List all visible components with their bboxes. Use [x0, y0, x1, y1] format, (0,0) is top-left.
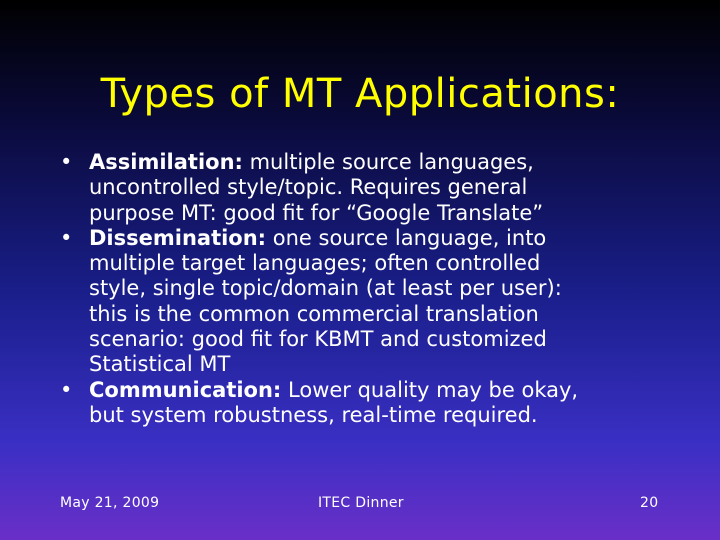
bullet-line: multiple target languages; often controlled — [89, 251, 541, 276]
bullet-term: Assimilation: — [89, 150, 243, 174]
bullet-text: one source language, into — [266, 225, 547, 250]
bullet-item-assimilation — [60, 150, 700, 226]
bullet-dot-icon: • — [60, 377, 73, 402]
bullet-dot-icon: • — [60, 225, 73, 250]
footer-date: May 21, 2009 — [60, 495, 160, 511]
bullet-item-communication — [60, 378, 700, 429]
bullet-line: scenario: good fit for KBMT and customized — [89, 327, 547, 352]
bullet-line — [89, 150, 700, 175]
bullet-text: Lower quality may be okay, — [281, 377, 579, 402]
bullet-line: but system robustness, real-time required. — [89, 402, 538, 427]
bullet-line: purpose MT: good fit for “Google Translate” — [89, 200, 544, 225]
bullet-term: Communication: — [89, 377, 282, 402]
bullet-text: multiple source languages, — [242, 150, 534, 174]
bullet-list — [60, 150, 700, 428]
bullet-line — [89, 378, 700, 403]
page-number: 20 — [640, 495, 659, 511]
bullet-dot-icon: • — [60, 150, 73, 174]
bullet-term: Dissemination: — [89, 225, 267, 250]
bullet-line: this is the common commercial translation — [89, 301, 539, 326]
bullet-line: uncontrolled style/topic. Requires general — [89, 175, 528, 200]
bullet-line — [89, 226, 700, 251]
slide-title: Types of MT Applications: — [100, 71, 620, 117]
bullet-item-dissemination — [60, 226, 700, 378]
bullet-line: style, single topic/domain (at least per user): — [89, 276, 562, 301]
bullet-line: Statistical MT — [89, 352, 231, 377]
footer-event: ITEC Dinner — [318, 495, 404, 511]
